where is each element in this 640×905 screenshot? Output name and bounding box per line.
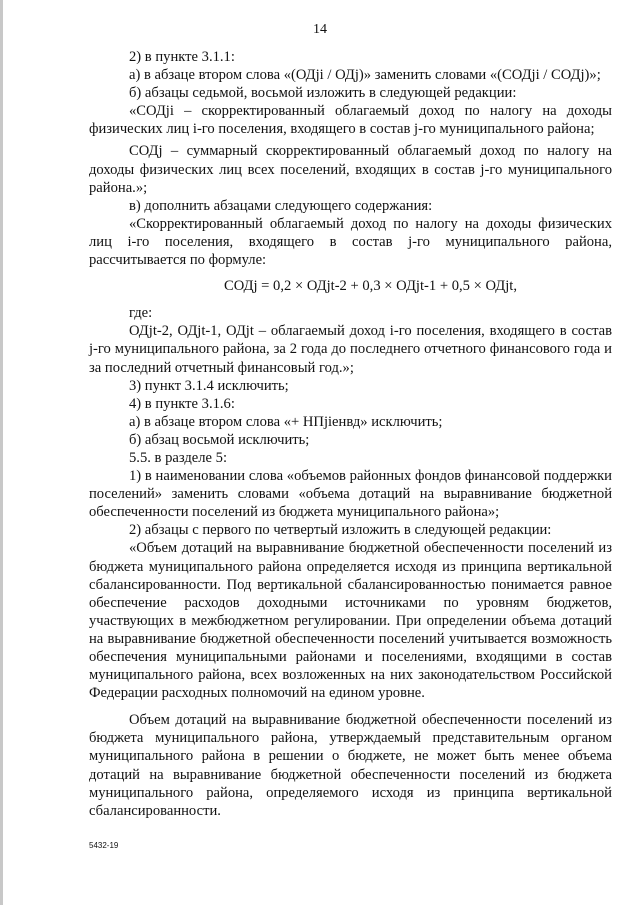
quoted-paragraph-1: «Объем дотаций на выравнивание бюджетной обеспеченности поселений из бюджета муниципального района определяется исходя из принципа вертикальной сбалансированности. Под вертикальной сбалансированностью понимается равное обеспечение расходов доходными источниками по уровням бюджетов, участвующих в межбюджетном регулировании. При определении объема дотаций на выравнивание бюджетной обеспеченности поселений учитывается возможность обеспечения муниципальными районами и поселениями, входящими в состав муниципального района, всех возложенных на них законодательством Российской Федерации расходных полномочий на едином уровне. [89,540,612,702]
quoted-paragraph-2: Объем дотаций на выравнивание бюджетной обеспеченности поселений из бюджета муниципального района, утверждаемый представительным органом муниципального района в решении о бюджете, не может быть менее объема дотаций на выравнивание бюджетной обеспеченности поселений из бюджета муниципального района, определяемого исходя из принципа вертикальной сбалансированности. [89,712,612,819]
definition-sodj: СОДj – суммарный скорректированный облагаемый доход по налогу на доходы физических лиц всех поселений, входящих в состав j-го муниципального района.»; [89,143,612,196]
paragraph-section5-item-2: 2) абзацы с первого по четвертый изложить в следующей редакции: [129,522,552,539]
paragraph-subitem-b: б) абзацы седьмой, восьмой изложить в следующей редакции: [129,85,517,102]
scan-edge [0,0,3,905]
paragraph-item-2: 2) в пункте 3.1.1: [129,49,235,65]
section-5-5: 5.5. в разделе 5: [129,449,228,466]
document-body [89,48,612,820]
definition-sodji: «СОДji – скорректированный облагаемый доход по налогу на доходы физических лиц i-го поселения, входящего в состав j-го муниципального района; [89,103,612,138]
paragraph-item-4: 4) в пункте 3.1.6: [129,395,235,412]
paragraph-subitem-v: в) дополнить абзацами следующего содержания: [129,197,433,214]
formula: СОДj = 0,2 × ОДjt-2 + 0,3 × ОДjt-1 + 0,5 × ОДjt, [223,278,518,295]
paragraph-item-4a: а) в абзаце втором слова «+ НПjiенвд» исключить; [129,413,443,430]
footer-code: 5432-19 [89,841,119,850]
page-number: 14 [313,22,327,37]
formula-intro: «Скорректированный облагаемый доход по налогу на доходы физических лиц i-го поселения, входящего в состав j-го муниципального района, рассчитывается по формуле: [89,215,612,269]
paragraph-section5-item-1: 1) в наименовании слова «объемов районных фондов финансовой поддержки поселений» заменить словами «объема дотаций на выравнивание бюджетной обеспеченности поселений из бюджета муниципального района»; [89,468,612,521]
paragraph-subitem-a: а) в абзаце втором слова «(ОДji / ОДj)» заменить словами «(СОДji / СОДj)»; [129,67,601,84]
definition-odj: ОДjt-2, ОДjt-1, ОДjt – облагаемый доход i-го поселения, входящего в состав j-го муниципального района, за 2 года до последнего отчетного финансового года и за последний отчетный финансовый год.»; [89,323,612,376]
paragraph-item-3: 3) пункт 3.1.4 исключить; [129,377,289,394]
paragraph-item-4b: б) абзац восьмой исключить; [129,431,310,448]
where-label: где: [129,305,153,322]
